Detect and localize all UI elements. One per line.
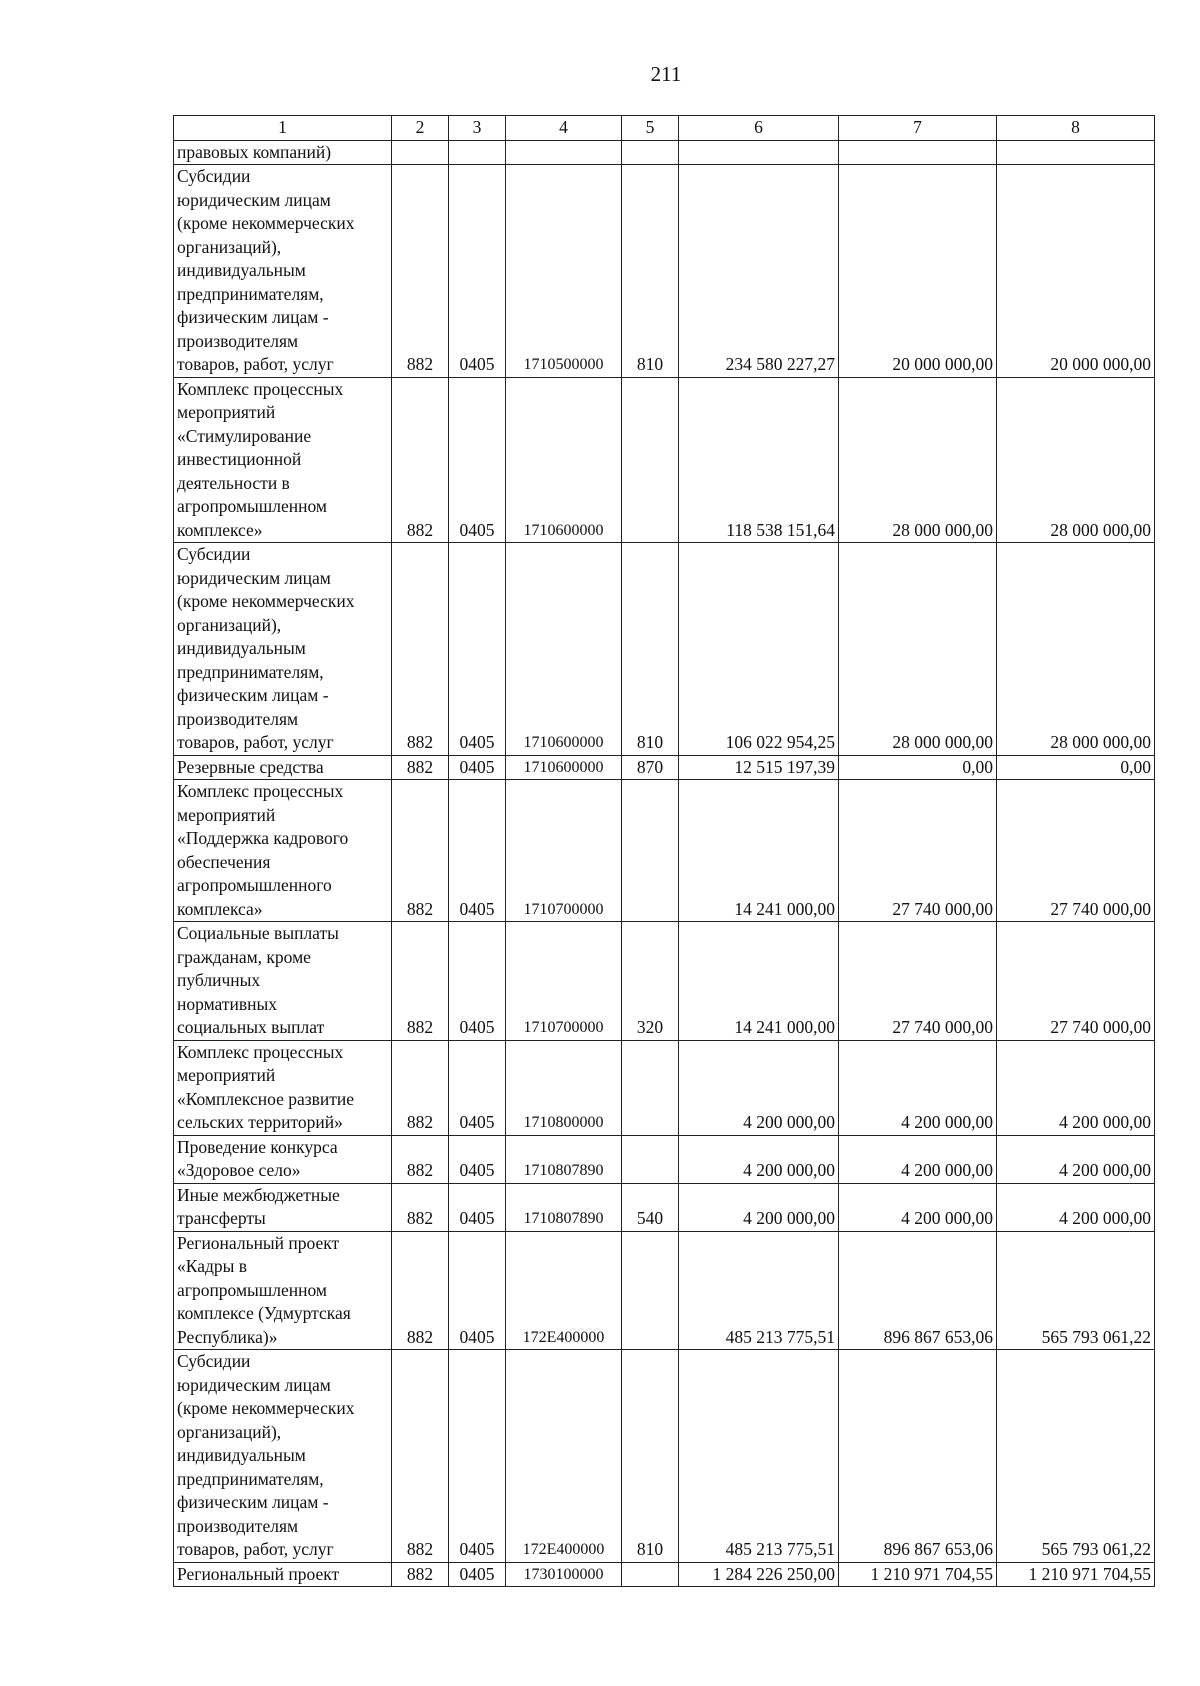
- table-cell-target-item: 172E400000: [506, 1231, 622, 1350]
- table-cell-section: 0405: [449, 165, 506, 378]
- table-row: [174, 780, 1155, 922]
- table-cell-section: 0405: [449, 377, 506, 543]
- table-cell-section: 0405: [449, 1135, 506, 1183]
- table-cell-target-item: [506, 140, 622, 165]
- table-cell-expense-type: 810: [622, 165, 679, 378]
- table-cell-target-item: 1710700000: [506, 922, 622, 1041]
- table-row: [174, 1562, 1155, 1587]
- table-cell-amount-col6: 12 515 197,39: [679, 755, 839, 780]
- table-cell-target-item: 1710600000: [506, 377, 622, 543]
- table-cell-amount-col8: 27 740 000,00: [997, 922, 1155, 1041]
- table-cell-admin-code: 882: [392, 165, 449, 378]
- table-cell-admin-code: 882: [392, 543, 449, 756]
- table-cell-admin-code: 882: [392, 1135, 449, 1183]
- table-cell-amount-col6: 4 200 000,00: [679, 1040, 839, 1135]
- table-cell-section: 0405: [449, 1231, 506, 1350]
- table-cell-admin-code: 882: [392, 1183, 449, 1231]
- table-cell-amount-col7: 0,00: [839, 755, 997, 780]
- table-cell-amount-col6: 1 284 226 250,00: [679, 1562, 839, 1587]
- table-cell-amount-col7: 4 200 000,00: [839, 1135, 997, 1183]
- column-header: 1: [174, 116, 392, 141]
- table-cell-expense-type: 810: [622, 543, 679, 756]
- table-cell-amount-col6: 118 538 151,64: [679, 377, 839, 543]
- table-cell-amount-col7: 4 200 000,00: [839, 1183, 997, 1231]
- table-cell-admin-code: 882: [392, 1562, 449, 1587]
- column-header: 6: [679, 116, 839, 141]
- table-cell-amount-col6: 485 213 775,51: [679, 1350, 839, 1563]
- table-cell-name: Региональный проект: [174, 1562, 392, 1587]
- table-cell-admin-code: 882: [392, 1350, 449, 1563]
- table-cell-admin-code: 882: [392, 922, 449, 1041]
- table-cell-section: 0405: [449, 1562, 506, 1587]
- table-cell-section: 0405: [449, 755, 506, 780]
- table-cell-amount-col6: 106 022 954,25: [679, 543, 839, 756]
- table-row: [174, 1183, 1155, 1231]
- table-cell-amount-col7: 4 200 000,00: [839, 1040, 997, 1135]
- table-cell-name: Социальные выплаты гражданам, кроме публичных нормативных социальных выплат: [174, 922, 392, 1041]
- table-cell-expense-type: 810: [622, 1350, 679, 1563]
- table-cell-amount-col7: 28 000 000,00: [839, 377, 997, 543]
- table-cell-name: Субсидии юридическим лицам (кроме некоммерческих организаций), индивидуальным предпринимателям, физическим лицам - производителям товаров, работ, услуг: [174, 543, 392, 756]
- column-header: 2: [392, 116, 449, 141]
- table-row: [174, 140, 1155, 165]
- table-cell-amount-col8: [997, 140, 1155, 165]
- table-cell-name: Иные межбюджетные трансферты: [174, 1183, 392, 1231]
- table-cell-name: Региональный проект «Кадры в агропромышленном комплексе (Удмуртская Республика)»: [174, 1231, 392, 1350]
- table-cell-admin-code: [392, 140, 449, 165]
- table-row: [174, 922, 1155, 1041]
- table-cell-target-item: 1710500000: [506, 165, 622, 378]
- table-cell-expense-type: [622, 1231, 679, 1350]
- table-cell-amount-col8: 28 000 000,00: [997, 543, 1155, 756]
- table-cell-amount-col8: 565 793 061,22: [997, 1231, 1155, 1350]
- table-row: [174, 377, 1155, 543]
- table-cell-amount-col6: 14 241 000,00: [679, 922, 839, 1041]
- table-row: [174, 165, 1155, 378]
- table-cell-amount-col8: 20 000 000,00: [997, 165, 1155, 378]
- table-cell-amount-col7: 1 210 971 704,55: [839, 1562, 997, 1587]
- table-cell-section: 0405: [449, 543, 506, 756]
- table-cell-admin-code: 882: [392, 1040, 449, 1135]
- table-cell-amount-col7: 27 740 000,00: [839, 922, 997, 1041]
- table-cell-amount-col6: [679, 140, 839, 165]
- column-header: 3: [449, 116, 506, 141]
- page-number: 211: [650, 62, 682, 86]
- table-cell-amount-col8: 4 200 000,00: [997, 1040, 1155, 1135]
- table-cell-name: Субсидии юридическим лицам (кроме некоммерческих организаций), индивидуальным предпринимателям, физическим лицам - производителям товаров, работ, услуг: [174, 165, 392, 378]
- table-row: [174, 1135, 1155, 1183]
- table-row: [174, 1350, 1155, 1563]
- table-cell-amount-col7: 896 867 653,06: [839, 1231, 997, 1350]
- table-cell-amount-col8: 0,00: [997, 755, 1155, 780]
- table-cell-amount-col6: 234 580 227,27: [679, 165, 839, 378]
- table-cell-section: 0405: [449, 922, 506, 1041]
- table-cell-expense-type: [622, 1135, 679, 1183]
- table-cell-expense-type: [622, 780, 679, 922]
- table-row: [174, 1040, 1155, 1135]
- table-row: [174, 1231, 1155, 1350]
- column-number-header-row: [174, 116, 1155, 141]
- table-cell-amount-col8: 4 200 000,00: [997, 1135, 1155, 1183]
- table-cell-amount-col6: 485 213 775,51: [679, 1231, 839, 1350]
- table-cell-expense-type: [622, 140, 679, 165]
- column-header: 4: [506, 116, 622, 141]
- table-cell-section: 0405: [449, 1183, 506, 1231]
- table-cell-expense-type: 540: [622, 1183, 679, 1231]
- table-cell-admin-code: 882: [392, 755, 449, 780]
- table-cell-amount-col6: 4 200 000,00: [679, 1135, 839, 1183]
- table-cell-name: Проведение конкурса «Здоровое село»: [174, 1135, 392, 1183]
- table-cell-name: Комплекс процессных мероприятий «Стимулирование инвестиционной деятельности в агропромышленном комплексе»: [174, 377, 392, 543]
- table-cell-amount-col8: 28 000 000,00: [997, 377, 1155, 543]
- table-cell-expense-type: [622, 377, 679, 543]
- table-cell-name: правовых компаний): [174, 140, 392, 165]
- table-cell-amount-col7: 28 000 000,00: [839, 543, 997, 756]
- table-cell-admin-code: 882: [392, 377, 449, 543]
- table-cell-target-item: 172E400000: [506, 1350, 622, 1563]
- table-cell-expense-type: 870: [622, 755, 679, 780]
- column-header: 8: [997, 116, 1155, 141]
- column-header: 5: [622, 116, 679, 141]
- table-cell-amount-col7: 27 740 000,00: [839, 780, 997, 922]
- table-cell-amount-col8: 27 740 000,00: [997, 780, 1155, 922]
- table-cell-target-item: 1710807890: [506, 1135, 622, 1183]
- table-cell-admin-code: 882: [392, 1231, 449, 1350]
- budget-table: [173, 115, 1155, 1587]
- table-cell-amount-col7: [839, 140, 997, 165]
- table-cell-name: Комплекс процессных мероприятий «Поддержка кадрового обеспечения агропромышленного комплекса»: [174, 780, 392, 922]
- table-cell-section: 0405: [449, 1040, 506, 1135]
- column-header: 7: [839, 116, 997, 141]
- table-cell-expense-type: 320: [622, 922, 679, 1041]
- table-cell-name: Субсидии юридическим лицам (кроме некоммерческих организаций), индивидуальным предпринимателям, физическим лицам - производителям товаров, работ, услуг: [174, 1350, 392, 1563]
- table-cell-expense-type: [622, 1562, 679, 1587]
- table-cell-target-item: 1710700000: [506, 780, 622, 922]
- table-cell-target-item: 1710807890: [506, 1183, 622, 1231]
- table-cell-target-item: 1730100000: [506, 1562, 622, 1587]
- table-cell-amount-col8: 4 200 000,00: [997, 1183, 1155, 1231]
- table-cell-name: Комплекс процессных мероприятий «Комплексное развитие сельских территорий»: [174, 1040, 392, 1135]
- table-cell-amount-col6: 4 200 000,00: [679, 1183, 839, 1231]
- table-cell-section: [449, 140, 506, 165]
- table-cell-section: 0405: [449, 1350, 506, 1563]
- table-cell-expense-type: [622, 1040, 679, 1135]
- table-cell-amount-col6: 14 241 000,00: [679, 780, 839, 922]
- table-row: [174, 755, 1155, 780]
- table-cell-target-item: 1710800000: [506, 1040, 622, 1135]
- table-cell-name: Резервные средства: [174, 755, 392, 780]
- table-cell-target-item: 1710600000: [506, 543, 622, 756]
- table-cell-amount-col7: 20 000 000,00: [839, 165, 997, 378]
- table-cell-amount-col8: 1 210 971 704,55: [997, 1562, 1155, 1587]
- table-cell-amount-col7: 896 867 653,06: [839, 1350, 997, 1563]
- table-cell-section: 0405: [449, 780, 506, 922]
- table-cell-admin-code: 882: [392, 780, 449, 922]
- table-cell-target-item: 1710600000: [506, 755, 622, 780]
- table-row: [174, 543, 1155, 756]
- table-cell-amount-col8: 565 793 061,22: [997, 1350, 1155, 1563]
